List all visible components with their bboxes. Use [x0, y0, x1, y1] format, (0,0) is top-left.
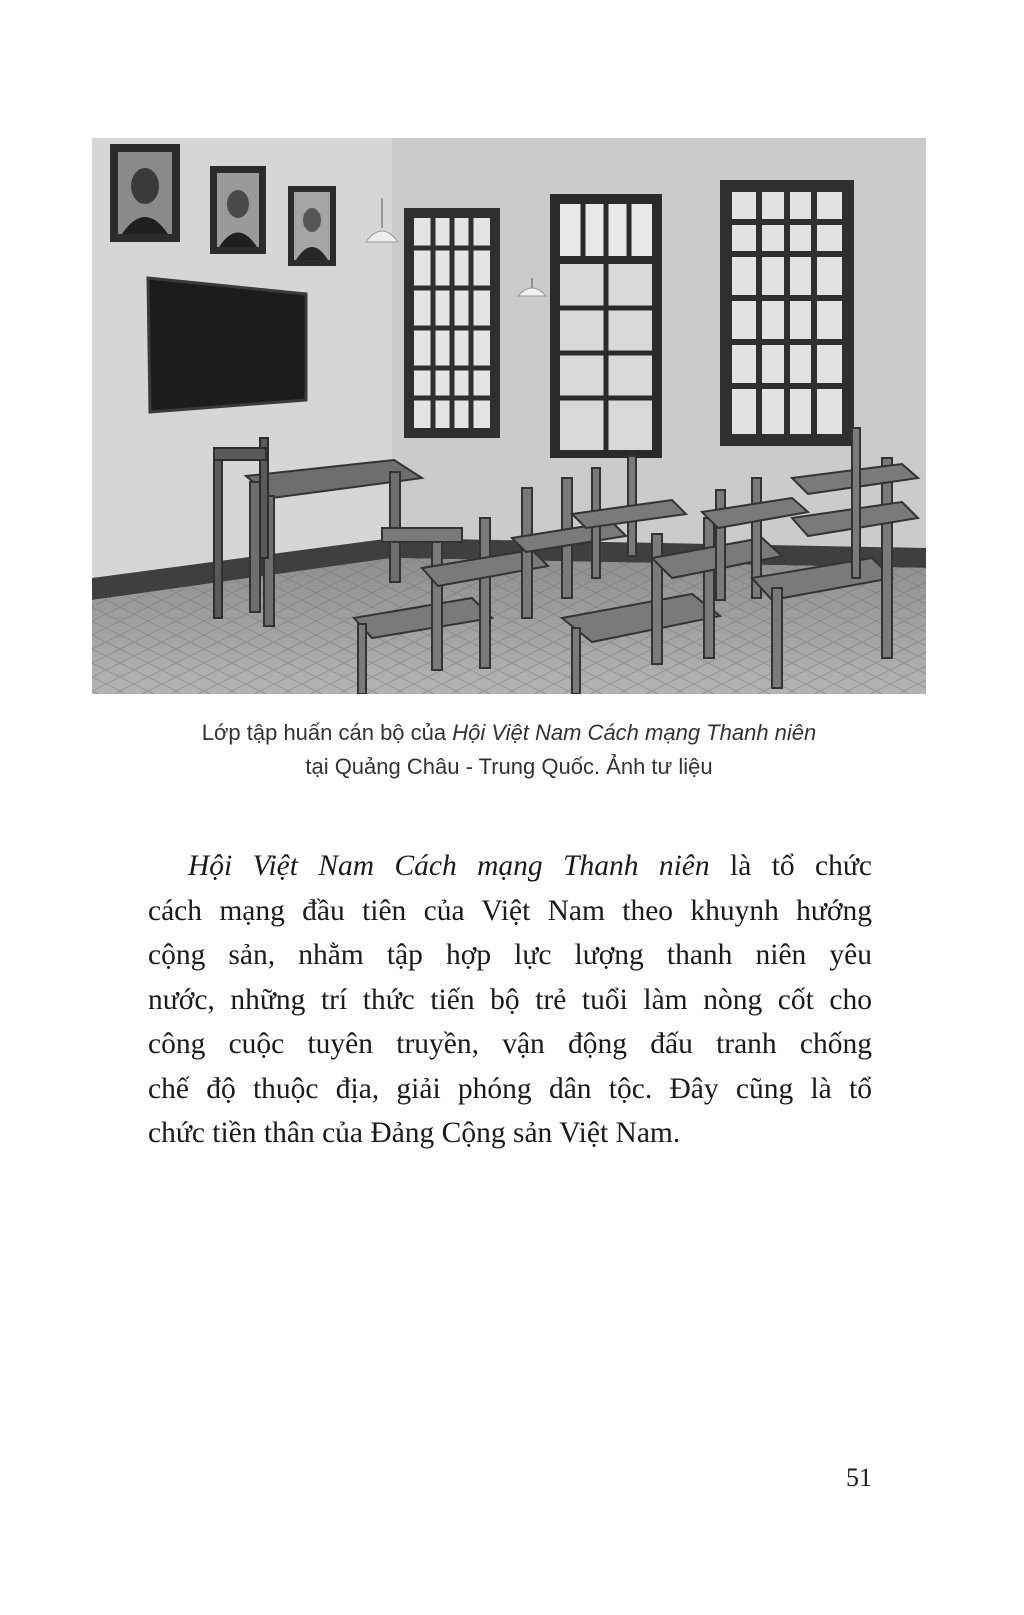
- paragraph-line-1-rest: là tổ chức: [709, 850, 872, 882]
- caption-organization-name: Hội Việt Nam Cách mạng Thanh niên: [452, 720, 817, 745]
- paragraph-line-5: công cuộc tuyên truyền, vận động đấu tranh chống: [148, 1028, 872, 1060]
- paragraph-line-1: [148, 844, 872, 889]
- caption-line-1: [92, 716, 926, 750]
- page-number: 51: [846, 1463, 872, 1492]
- portrait-3: [288, 186, 336, 266]
- classroom-photo: [92, 138, 926, 694]
- paragraph-line-4: nước, những trí thức tiến bộ trẻ tuổi làm nòng cốt cho: [148, 983, 872, 1016]
- paragraph-line-2: cách mạng đầu tiên của Việt Nam theo khuynh hướng: [148, 894, 872, 927]
- window-left: [404, 208, 500, 438]
- organization-name: Hội Việt Nam Cách mạng Thanh niên: [188, 850, 710, 882]
- paragraph-line-6: chế độ thuộc địa, giải phóng dân tộc. Đây cũng là tổ: [148, 1072, 872, 1105]
- caption-prefix: Lớp tập huấn cán bộ của: [201, 720, 453, 745]
- paragraph-line-3: cộng sản, nhằm tập hợp lực lượng thanh niên yêu: [148, 939, 872, 971]
- portrait-2: [210, 166, 266, 254]
- caption-line-2: tại Quảng Châu - Trung Quốc. Ảnh tư liệu: [305, 754, 713, 779]
- body-paragraph: [148, 844, 872, 1156]
- paragraph-line-7: chức tiền thân của Đảng Cộng sản Việt Nam.: [148, 1117, 681, 1149]
- photo-caption: [92, 716, 926, 784]
- door-center: [550, 194, 662, 458]
- window-right: [720, 180, 854, 446]
- portrait-1: [110, 144, 180, 242]
- blackboard: [148, 278, 306, 412]
